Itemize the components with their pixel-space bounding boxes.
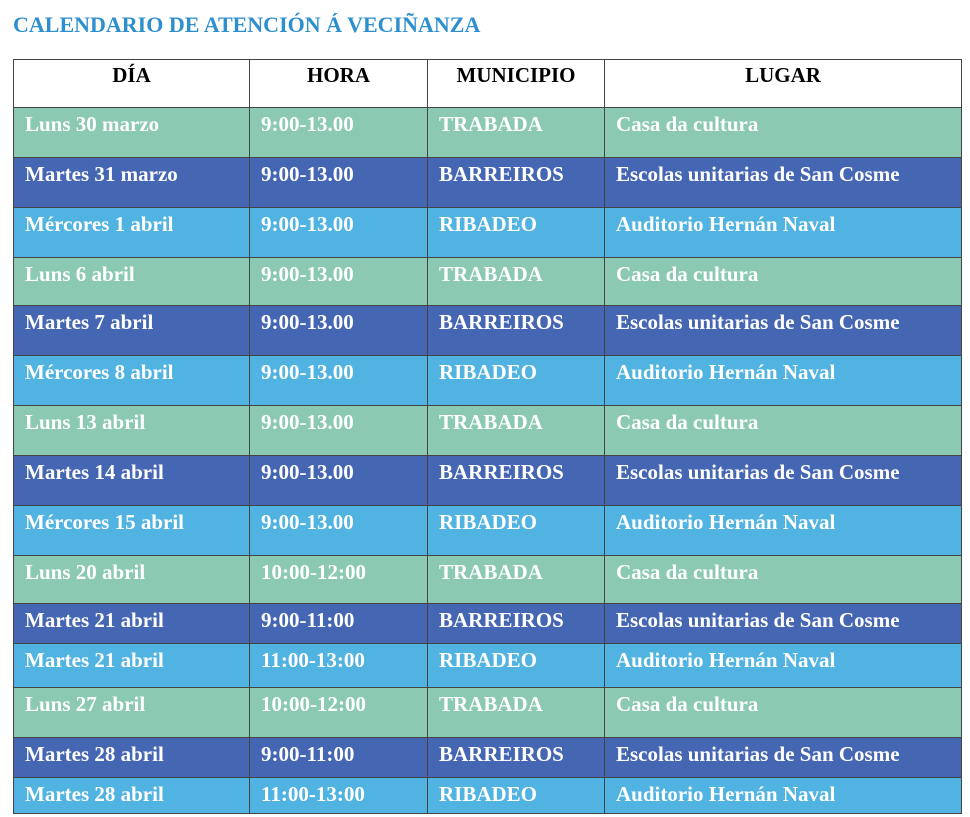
cell-municipio: BARREIROS xyxy=(428,306,605,356)
cell-hora: 11:00-13:00 xyxy=(250,778,428,814)
cell-hora: 10:00-12:00 xyxy=(250,556,428,604)
cell-municipio: BARREIROS xyxy=(428,158,605,208)
cell-dia: Mércores 1 abril xyxy=(14,208,250,258)
cell-hora: 10:00-12:00 xyxy=(250,688,428,738)
cell-municipio: TRABADA xyxy=(428,258,605,306)
document-title: CALENDARIO DE ATENCIÓN Á VECIÑANZA xyxy=(13,12,481,37)
cell-dia: Mércores 8 abril xyxy=(14,356,250,406)
table-header-row xyxy=(14,60,962,108)
table-row xyxy=(14,556,962,604)
cell-municipio: BARREIROS xyxy=(428,738,605,778)
header-dia: DÍA xyxy=(14,60,250,108)
cell-dia: Martes 28 abril xyxy=(14,778,250,814)
cell-hora: 9:00-11:00 xyxy=(250,738,428,778)
cell-dia: Mércores 15 abril xyxy=(14,506,250,556)
cell-lugar: Escolas unitarias de San Cosme xyxy=(605,738,962,778)
cell-lugar: Auditorio Hernán Naval xyxy=(605,506,962,556)
cell-hora: 9:00-13.00 xyxy=(250,506,428,556)
cell-lugar: Auditorio Hernán Naval xyxy=(605,208,962,258)
cell-hora: 9:00-13.00 xyxy=(250,306,428,356)
cell-hora: 9:00-13.00 xyxy=(250,456,428,506)
cell-municipio: TRABADA xyxy=(428,688,605,738)
table-row xyxy=(14,506,962,556)
cell-dia: Martes 28 abril xyxy=(14,738,250,778)
cell-lugar: Escolas unitarias de San Cosme xyxy=(605,604,962,644)
table-row xyxy=(14,406,962,456)
cell-dia: Martes 7 abril xyxy=(14,306,250,356)
cell-municipio: RIBADEO xyxy=(428,644,605,688)
table-row xyxy=(14,108,962,158)
cell-hora: 9:00-13.00 xyxy=(250,208,428,258)
cell-hora: 9:00-13.00 xyxy=(250,158,428,208)
cell-lugar: Casa da cultura xyxy=(605,258,962,306)
cell-hora: 9:00-13.00 xyxy=(250,108,428,158)
cell-municipio: RIBADEO xyxy=(428,356,605,406)
cell-hora: 9:00-13.00 xyxy=(250,356,428,406)
cell-dia: Luns 20 abril xyxy=(14,556,250,604)
cell-municipio: BARREIROS xyxy=(428,604,605,644)
cell-lugar: Casa da cultura xyxy=(605,688,962,738)
cell-lugar: Casa da cultura xyxy=(605,556,962,604)
table-row xyxy=(14,688,962,738)
table-row xyxy=(14,356,962,406)
table-row xyxy=(14,778,962,814)
table-row xyxy=(14,208,962,258)
attendance-calendar-table xyxy=(13,59,962,814)
cell-lugar: Casa da cultura xyxy=(605,108,962,158)
cell-hora: 11:00-13:00 xyxy=(250,644,428,688)
table-body xyxy=(14,108,962,814)
cell-dia: Martes 21 abril xyxy=(14,644,250,688)
cell-lugar: Escolas unitarias de San Cosme xyxy=(605,456,962,506)
cell-lugar: Escolas unitarias de San Cosme xyxy=(605,306,962,356)
cell-municipio: TRABADA xyxy=(428,556,605,604)
cell-lugar: Auditorio Hernán Naval xyxy=(605,644,962,688)
cell-hora: 9:00-13.00 xyxy=(250,258,428,306)
table-row xyxy=(14,306,962,356)
cell-lugar: Auditorio Hernán Naval xyxy=(605,356,962,406)
cell-dia: Luns 27 abril xyxy=(14,688,250,738)
header-hora: HORA xyxy=(250,60,428,108)
cell-dia: Martes 31 marzo xyxy=(14,158,250,208)
cell-lugar: Casa da cultura xyxy=(605,406,962,456)
cell-municipio: RIBADEO xyxy=(428,778,605,814)
cell-lugar: Auditorio Hernán Naval xyxy=(605,778,962,814)
table-row xyxy=(14,738,962,778)
cell-dia: Luns 6 abril xyxy=(14,258,250,306)
table-row xyxy=(14,158,962,208)
cell-municipio: RIBADEO xyxy=(428,506,605,556)
table-row xyxy=(14,258,962,306)
table-row xyxy=(14,604,962,644)
cell-hora: 9:00-11:00 xyxy=(250,604,428,644)
cell-municipio: RIBADEO xyxy=(428,208,605,258)
cell-hora: 9:00-13.00 xyxy=(250,406,428,456)
cell-dia: Martes 14 abril xyxy=(14,456,250,506)
header-lugar: LUGAR xyxy=(605,60,962,108)
cell-dia: Luns 30 marzo xyxy=(14,108,250,158)
table-row xyxy=(14,644,962,688)
cell-dia: Luns 13 abril xyxy=(14,406,250,456)
cell-municipio: TRABADA xyxy=(428,406,605,456)
header-municipio: MUNICIPIO xyxy=(428,60,605,108)
cell-municipio: BARREIROS xyxy=(428,456,605,506)
cell-municipio: TRABADA xyxy=(428,108,605,158)
cell-dia: Martes 21 abril xyxy=(14,604,250,644)
cell-lugar: Escolas unitarias de San Cosme xyxy=(605,158,962,208)
table-row xyxy=(14,456,962,506)
